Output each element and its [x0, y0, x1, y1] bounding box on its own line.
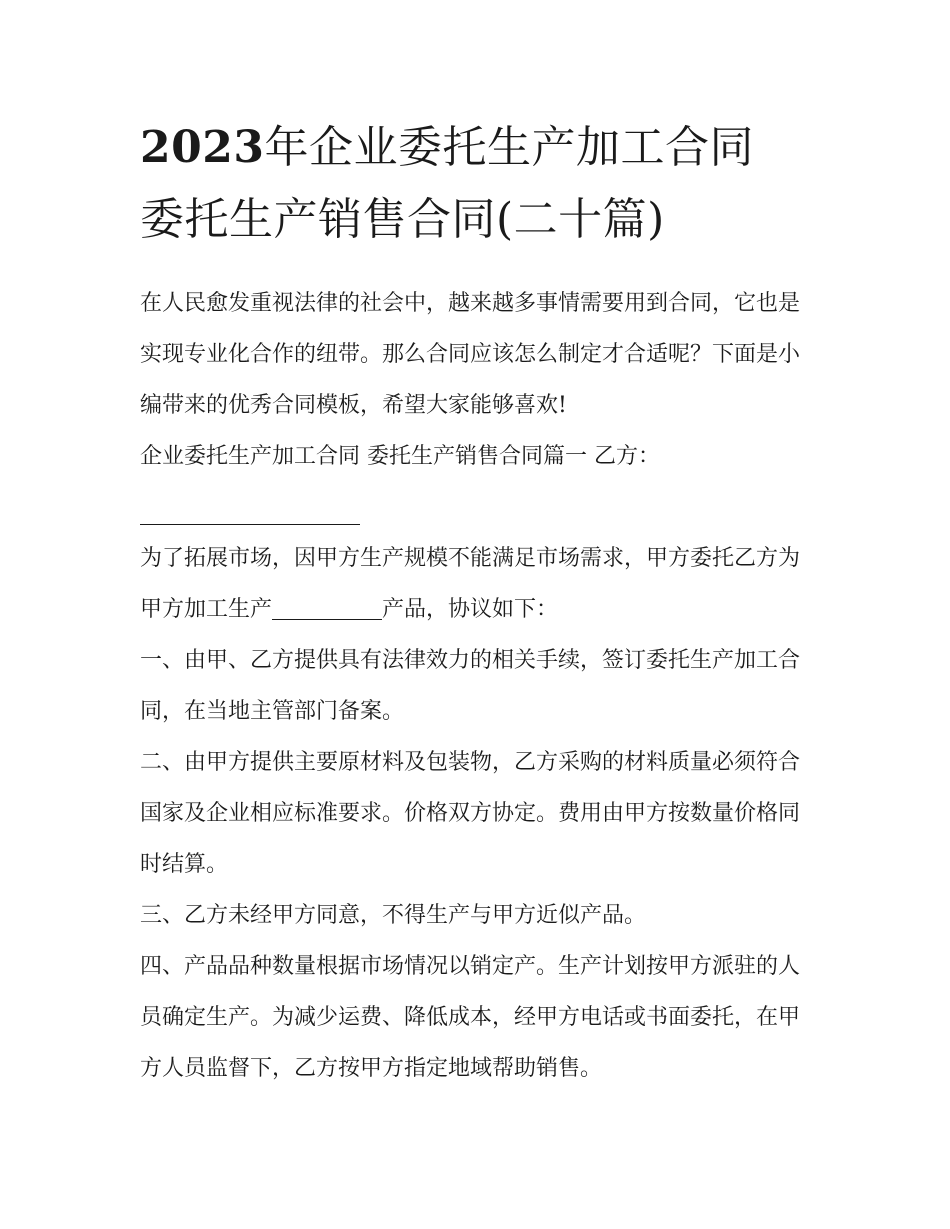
purpose-text-end: 产品，协议如下： [382, 597, 559, 622]
section-heading: 企业委托生产加工合同 委托生产销售合同篇一 乙方： [140, 444, 660, 469]
title-line-2: 委托生产销售合同(二十篇) [140, 194, 665, 245]
party-b-blank-line [140, 482, 360, 533]
clause-3: 三、乙方未经甲方同意，不得生产与甲方近似产品。 [140, 903, 647, 928]
title-line-1-text: 年企业委托生产加工合同 [264, 122, 754, 173]
clause-2: 二、由甲方提供主要原材料及包装物，乙方采购的材料质量必须符合国家及企业相应标准要求。价格双方协定。费用由甲方按数量价格同时结算。 [140, 750, 801, 877]
document-body [140, 278, 820, 1094]
purpose-text-start: 为了拓展市场，因甲方生产规模不能满足市场需求，甲方委托乙方为甲方加工生产 [140, 546, 801, 622]
clause-4: 四、产品品种数量根据市场情况以销定产。生产计划按甲方派驻的人员确定生产。为减少运费、降低成本，经甲方电话或书面委托，在甲方人员监督下，乙方按甲方指定地域帮助销售。 [140, 954, 801, 1081]
title-year: 2023 [140, 122, 265, 173]
product-blank [272, 597, 382, 620]
title-line-1 [140, 112, 820, 184]
purpose-paragraph [140, 533, 820, 635]
clause-1: 一、由甲、乙方提供具有法律效力的相关手续，签订委托生产加工合同，在当地主管部门备案。 [140, 648, 801, 724]
document-page [140, 112, 820, 1094]
intro-paragraph: 在人民愈发重视法律的社会中，越来越多事情需要用到合同，它也是实现专业化合作的纽带。那么合同应该怎么制定才合适呢？下面是小编带来的优秀合同模板，希望大家能够喜欢! [140, 291, 801, 418]
document-title [140, 112, 820, 256]
